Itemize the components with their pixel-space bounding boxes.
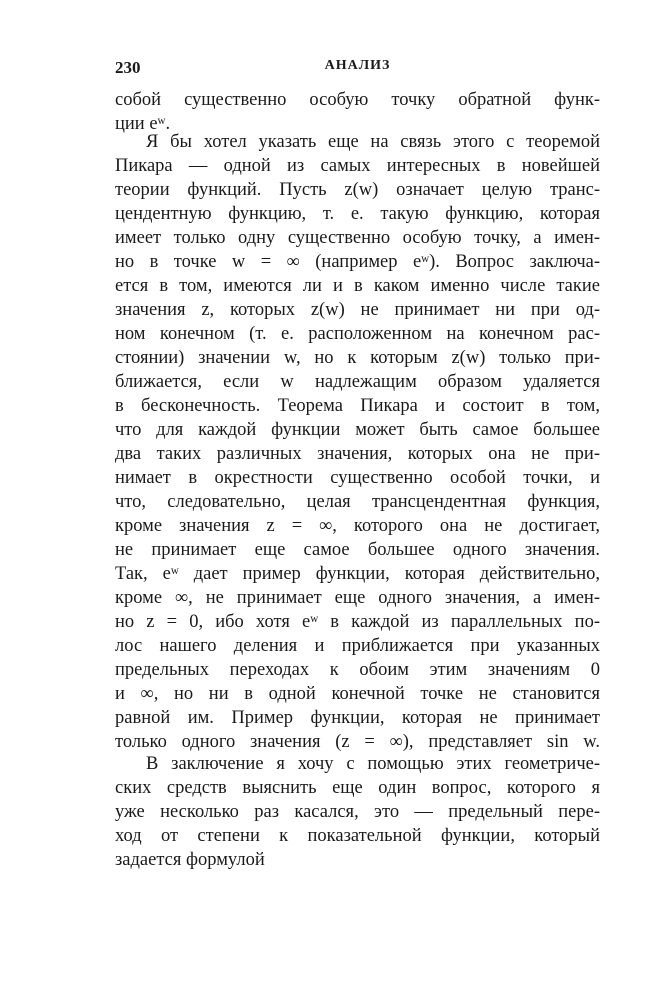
text-line: теории функций. Пусть z(w) означает целую транс-: [115, 180, 600, 200]
text-line: лос нашего деления и приближается при указанных: [115, 636, 600, 656]
text-line: но z = 0, ибо хотя eʷ в каждой из параллельных по-: [115, 612, 600, 632]
text-line: равной им. Пример функции, которая не принимает: [115, 708, 600, 728]
text-line: Я бы хотел указать еще на связь этого с теоремой: [146, 132, 600, 152]
text-line: в бесконечность. Теорема Пикара и состоит в том,: [115, 396, 600, 416]
page-number: 230: [115, 58, 141, 77]
text-line: кроме значения z = ∞, которого она не достигает,: [115, 516, 600, 536]
text-line: нимает в окрестности существенно особой точки, и: [115, 468, 600, 488]
text-line: ции eʷ.: [115, 114, 171, 134]
text-line: цендентную функцию, т. е. такую функцию, которая: [115, 204, 600, 224]
text-line: два таких различных значения, которых она не при-: [115, 444, 600, 464]
page-header: [115, 58, 600, 82]
text-line: только одного значения (z = ∞), представляет sin w.: [115, 732, 600, 752]
text-line: и ∞, но ни в одной конечной точке не становится: [115, 684, 600, 704]
text-line: собой существенно особую точку обратной функ-: [115, 90, 600, 110]
text-line: предельных переходах к обоим этим значениям 0: [115, 660, 600, 680]
text-line: ход от степени к показательной функции, который: [115, 826, 600, 846]
text-line: Пикара — одной из самых интересных в новейшей: [115, 156, 600, 176]
text-line: не принимает еще самое большее одного значения.: [115, 540, 600, 560]
text-line: что, следовательно, целая трансцендентная функция,: [115, 492, 600, 512]
text-line: ется в том, имеются ли и в каком именно числе такие: [115, 276, 600, 296]
text-line: но в точке w = ∞ (например eʷ). Вопрос заключа-: [115, 252, 600, 272]
text-line: В заключение я хочу с помощью этих геометриче-: [146, 754, 600, 774]
running-head: АНАЛИЗ: [324, 58, 391, 73]
text-line: значения z, которых z(w) не принимает ни при од-: [115, 300, 600, 320]
text-line: задается формулой: [115, 850, 265, 870]
text-line: стоянии) значении w, но к которым z(w) только при-: [115, 348, 600, 368]
text-line: ских средств выяснить еще один вопрос, которого я: [115, 778, 600, 798]
text-line: имеет только одну существенно особую точку, а имен-: [115, 228, 600, 248]
text-line: ближается, если w надлежащим образом удаляется: [115, 372, 600, 392]
text-line: кроме ∞, не принимает еще одного значения, а имен-: [115, 588, 600, 608]
text-line: Так, eʷ дает пример функции, которая действительно,: [115, 564, 600, 584]
text-line: уже несколько раз касался, это — предельный пере-: [115, 802, 600, 822]
text-line: что для каждой функции может быть самое большее: [115, 420, 600, 440]
text-line: ном конечном (т. е. расположенном на конечном рас-: [115, 324, 600, 344]
